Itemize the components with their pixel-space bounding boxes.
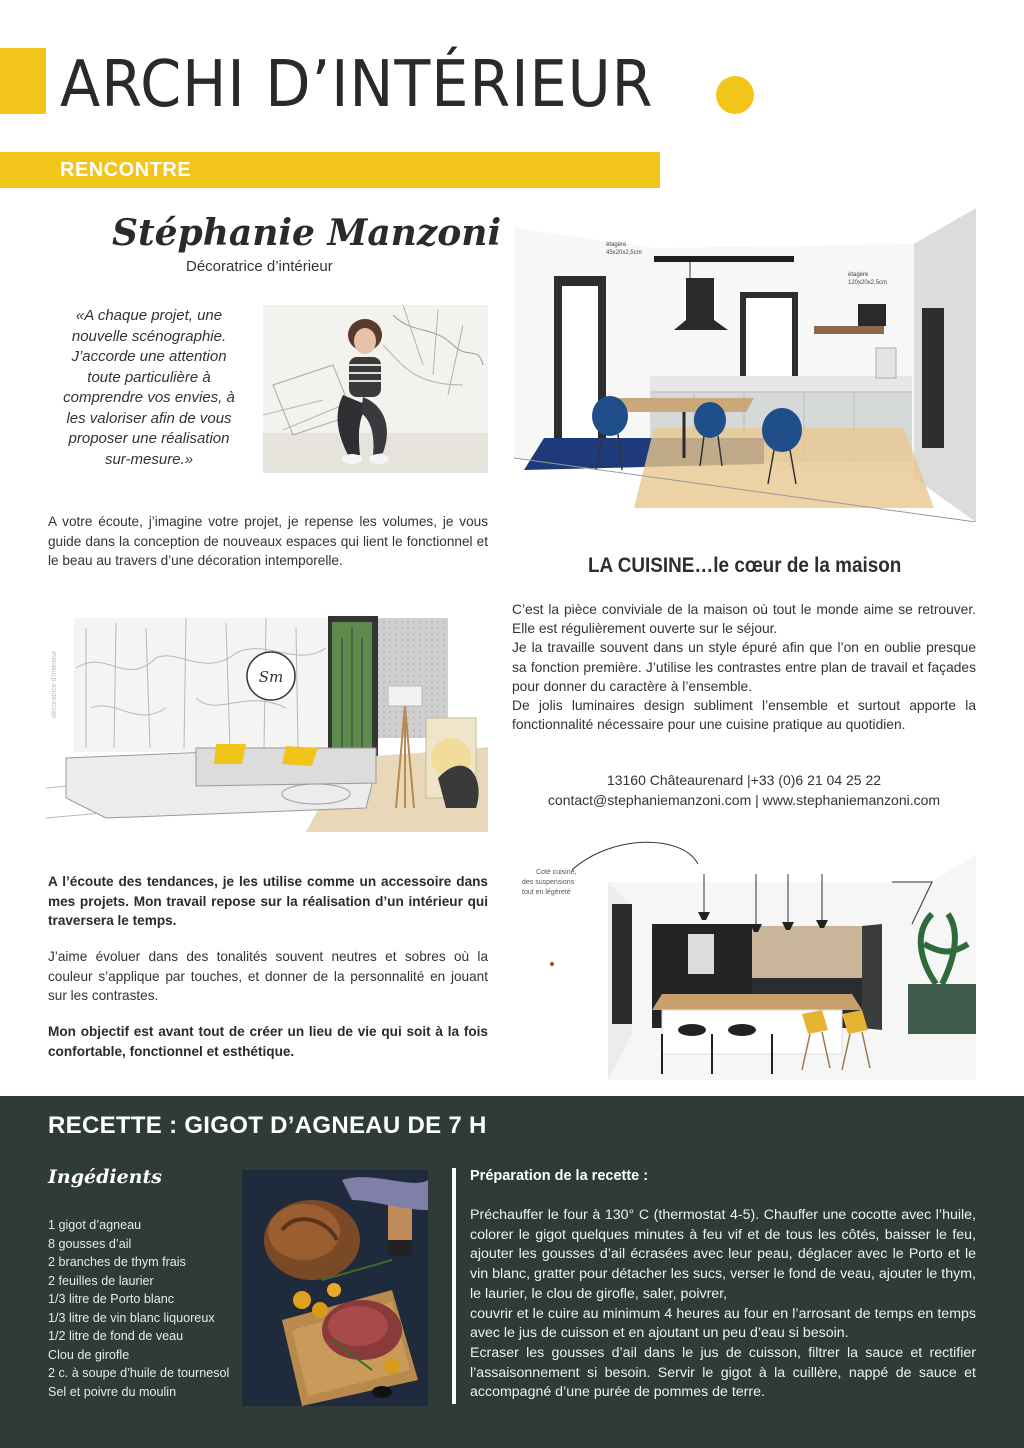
shelf-dim-2: 120x20x2,5cm [848, 280, 888, 286]
kitchen-body-line: Je la travaille souvent dans un style épuré afin que l’on en oublie presque sa fonction première. J’utilise les contrastes entre plan de travail et façades pour donner du caractère à l’ensemble. [512, 640, 976, 694]
prep-paragraph: Préchauffer le four à 130° C (thermostat 4-5). Chauffer une cocotte avec l’huile, colorer le gigot quelques minutes à feu vif et de tous les côtés, baisser le feu, ajouter les gousses d’ail écrasées avec leur peau, déglacer avec le Porto et le vin blanc, gratter pour détacher les sucs, verser le fond de veau, ajouter le thym, le laurier, le clou de girofle, saler, poivrer, [470, 1207, 976, 1302]
paragraph-trends-text: A l’écoute des tendances, je les utilise comme un accessoire dans mes projets. Mon travail repose sur la réalisation d’un intérieur qui traversera le temps. [48, 874, 488, 928]
recipe-title: RECETTE : GIGOT D’AGNEAU DE 7 H [48, 1112, 487, 1139]
prep-title: Préparation de la recette : [470, 1168, 649, 1184]
contact-address-phone: 13160 Châteaurenard |+33 (0)6 21 04 25 22 [606, 772, 882, 788]
render-note-line2: des suspensions [522, 879, 575, 886]
designer-role: Décoratrice d’intérieur [186, 258, 333, 275]
recipe-photo [242, 1170, 428, 1406]
kitchen-body-line: C’est la pièce conviviale de la maison où tout le monde aime se retrouver. Elle est régulièrement ouverte sur le séjour. [512, 602, 976, 637]
list-item: Sel et poivre du moulin [48, 1384, 177, 1399]
prep-paragraph: Ecraser les gousses d’ail dans le jus de cuisson, filtrer la sauce et rectifier l’assaisonnement si besoin. Servir le gigot à la cuillère, nappé de sauce et accompagné d’une purée de pommes de terre. [470, 1344, 976, 1401]
kitchen-body [512, 600, 976, 734]
header-accent-bar [0, 48, 46, 114]
list-item: 2 feuilles de laurier [48, 1273, 154, 1288]
ingredients-list [48, 1216, 229, 1401]
list-item: 1 gigot d’agneau [48, 1218, 142, 1232]
paragraph-objective-text: Mon objectif est avant tout de créer un lieu de vie qui soit à la fois confortable, fonctionnel et esthétique. [48, 1024, 488, 1059]
ingredients-title: Ingédients [48, 1166, 162, 1188]
portrait-photo [263, 305, 488, 473]
header-accent-dot [716, 76, 754, 114]
list-item: 8 gousses d’ail [48, 1236, 132, 1251]
list-item: 1/3 litre de vin blanc liquoreux [48, 1310, 215, 1325]
prep-divider [452, 1168, 456, 1404]
contact-email-web: contact@stephaniemanzoni.com | www.stephaniemanzoni.com [547, 792, 941, 808]
kitchen-render-bottom [512, 834, 976, 1080]
section-label: RENCONTRE [60, 159, 192, 181]
render-note-line3: tout en légèreté [522, 889, 571, 896]
paragraph-tones: J’aime évoluer dans des tonalités souvent neutres et sobres où la couleur s’applique par touches, et donner de la personnalité en jouant sur les contrastes. [48, 949, 488, 1003]
list-item: Clou de girofle [48, 1347, 130, 1362]
sketch-side-label: décoratrice d’intérieur [51, 650, 58, 718]
kitchen-title: LA CUISINE…le cœur de la maison [588, 554, 902, 577]
kitchen-body-line: De jolis luminaires design subliment l’ensemble et surtout apporte la fonctionnalité nécessaire pour une cuisine pratique au quotidien. [512, 698, 976, 733]
designer-quote: «A chaque projet, une nouvelle scénographie. J’accorde une attention toute particulière à comprendre vos envies, à les valoriser afin de vous proposer une réalisation sur-mesure.» [63, 307, 235, 468]
shelf-dim-1: 45x20x2,5cm [606, 250, 642, 256]
list-item: 1/2 litre de fond de veau [48, 1329, 184, 1343]
shelf-label-2: étagère [848, 272, 869, 278]
prep-paragraph: couvrir et le cuire au minimum 4 heures au four en l’arrosant de temps en temps avec le jus de cuisson et en ajoutant un peu d’eau si besoin. [470, 1305, 976, 1342]
intro-text: A votre écoute, j’imagine votre projet, je repense les volumes, je vous guide dans la conception de nouveaux espaces qui lient le fonctionnel et le beau au travers d’une décoration intemporelle. [48, 514, 488, 568]
paragraph-objective [48, 1022, 488, 1061]
shelf-label-1: étagère [606, 242, 627, 248]
living-room-render [46, 608, 488, 832]
list-item: 1/3 litre de Porto blanc [48, 1292, 175, 1306]
designer-name: Stéphanie Manzoni [112, 212, 502, 254]
prep-text [470, 1206, 976, 1403]
logo-text: Sm [258, 668, 284, 686]
list-item: 2 c. à soupe d’huile de tournesol [48, 1366, 230, 1380]
list-item: 2 branches de thym frais [48, 1255, 186, 1269]
paragraph-trends [48, 872, 488, 931]
kitchen-render-top [514, 208, 976, 522]
contact-block [512, 770, 976, 810]
page-title: ARCHI D’INTÉRIEUR [60, 48, 654, 122]
render-note-line1: Coté cuisine, [536, 869, 577, 876]
